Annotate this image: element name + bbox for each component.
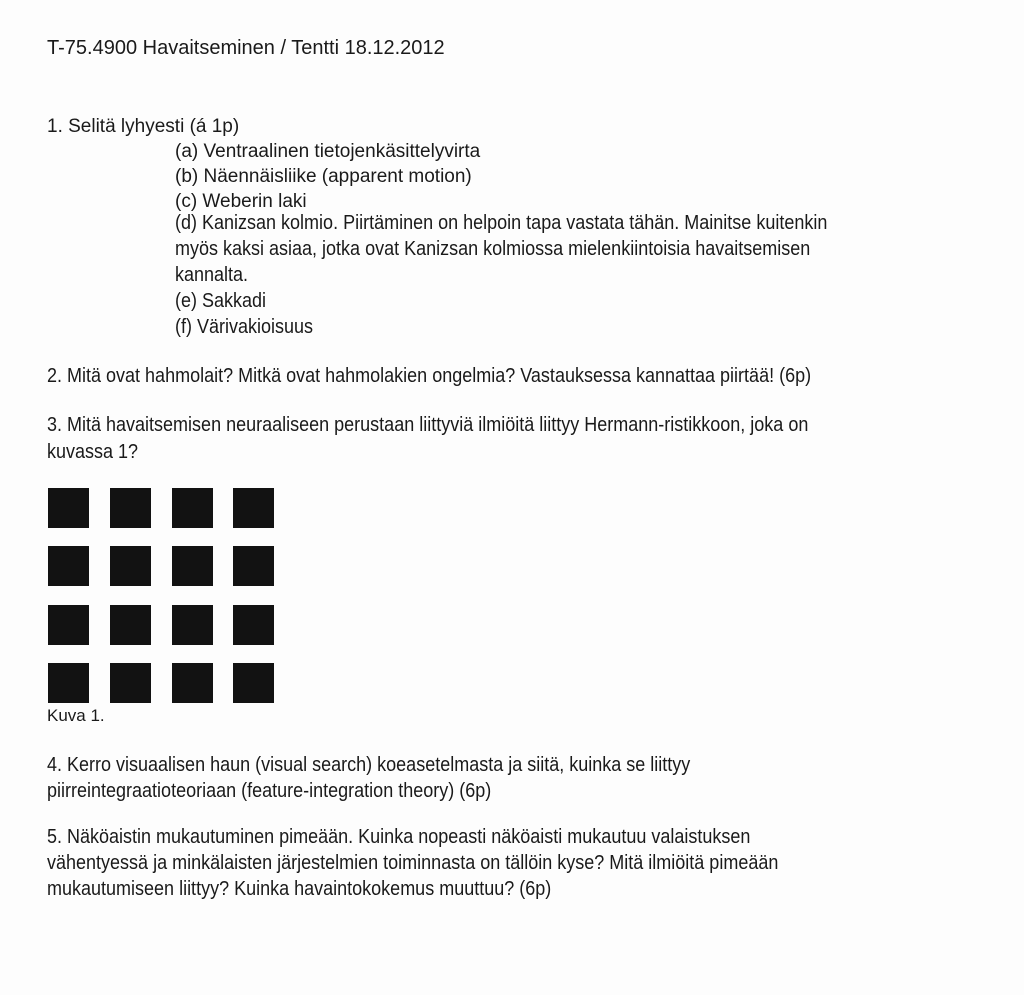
grid-square — [233, 605, 274, 645]
grid-square — [233, 488, 274, 528]
grid-square — [172, 663, 213, 703]
question-5-line-2: vähentyessä ja minkälaisten järjestelmien toiminnasta on tällöin kyse? Mitä ilmiöitä pimeään — [47, 852, 779, 874]
question-3-line-2: kuvassa 1? — [47, 441, 139, 463]
grid-square — [110, 488, 151, 528]
question-2: 2. Mitä ovat hahmolait? Mitkä ovat hahmolakien ongelmia? Vastauksessa kannattaa piirtää! (6p) — [47, 365, 812, 387]
grid-square — [233, 663, 274, 703]
question-1-item-c: (c) Weberin laki — [175, 191, 307, 212]
question-1-title: 1. Selitä lyhyesti (á 1p) — [47, 116, 240, 137]
grid-square — [172, 488, 213, 528]
question-1-item-d-line-3: kannalta. — [175, 264, 249, 286]
grid-square — [48, 605, 89, 645]
question-1-item-d: (d) Kanizsan kolmio. Piirtäminen on helpoin tapa vastata tähän. Mainitse kuitenkin — [175, 212, 828, 234]
question-1-item-a: (a) Ventraalinen tietojenkäsittelyvirta — [175, 141, 481, 162]
question-1-item-b: (b) Näennäisliike (apparent motion) — [175, 166, 472, 187]
grid-square — [110, 605, 151, 645]
question-1-item-f: (f) Värivakioisuus — [175, 316, 314, 338]
figure-caption: Kuva 1. — [47, 706, 105, 725]
question-4-line-1: 4. Kerro visuaalisen haun (visual search) koeasetelmasta ja siitä, kuinka se liittyy — [47, 754, 691, 776]
question-3-line-1: 3. Mitä havaitsemisen neuraaliseen perustaan liittyviä ilmiöitä liittyy Hermann-ristikkoon, joka on — [47, 414, 809, 436]
grid-square — [110, 546, 151, 586]
grid-square — [172, 546, 213, 586]
grid-square — [48, 546, 89, 586]
grid-square — [172, 605, 213, 645]
document-title: T-75.4900 Havaitseminen / Tentti 18.12.2012 — [47, 37, 445, 59]
hermann-grid-figure — [48, 488, 280, 704]
grid-square — [233, 546, 274, 586]
grid-square — [110, 663, 151, 703]
question-1-item-e: (e) Sakkadi — [175, 290, 267, 312]
grid-square — [48, 488, 89, 528]
question-5-line-1: 5. Näköaistin mukautuminen pimeään. Kuinka nopeasti näköaisti mukautuu valaistuksen — [47, 826, 751, 848]
grid-square — [48, 663, 89, 703]
question-4-line-2: piirreintegraatioteoriaan (feature-integration theory) (6p) — [47, 780, 492, 802]
question-1-item-d-line-2: myös kaksi asiaa, jotka ovat Kanizsan kolmiossa mielenkiintoisia havaitsemisen — [175, 238, 811, 260]
question-5-line-3: mukautumiseen liittyy? Kuinka havaintokokemus muuttuu? (6p) — [47, 878, 552, 900]
